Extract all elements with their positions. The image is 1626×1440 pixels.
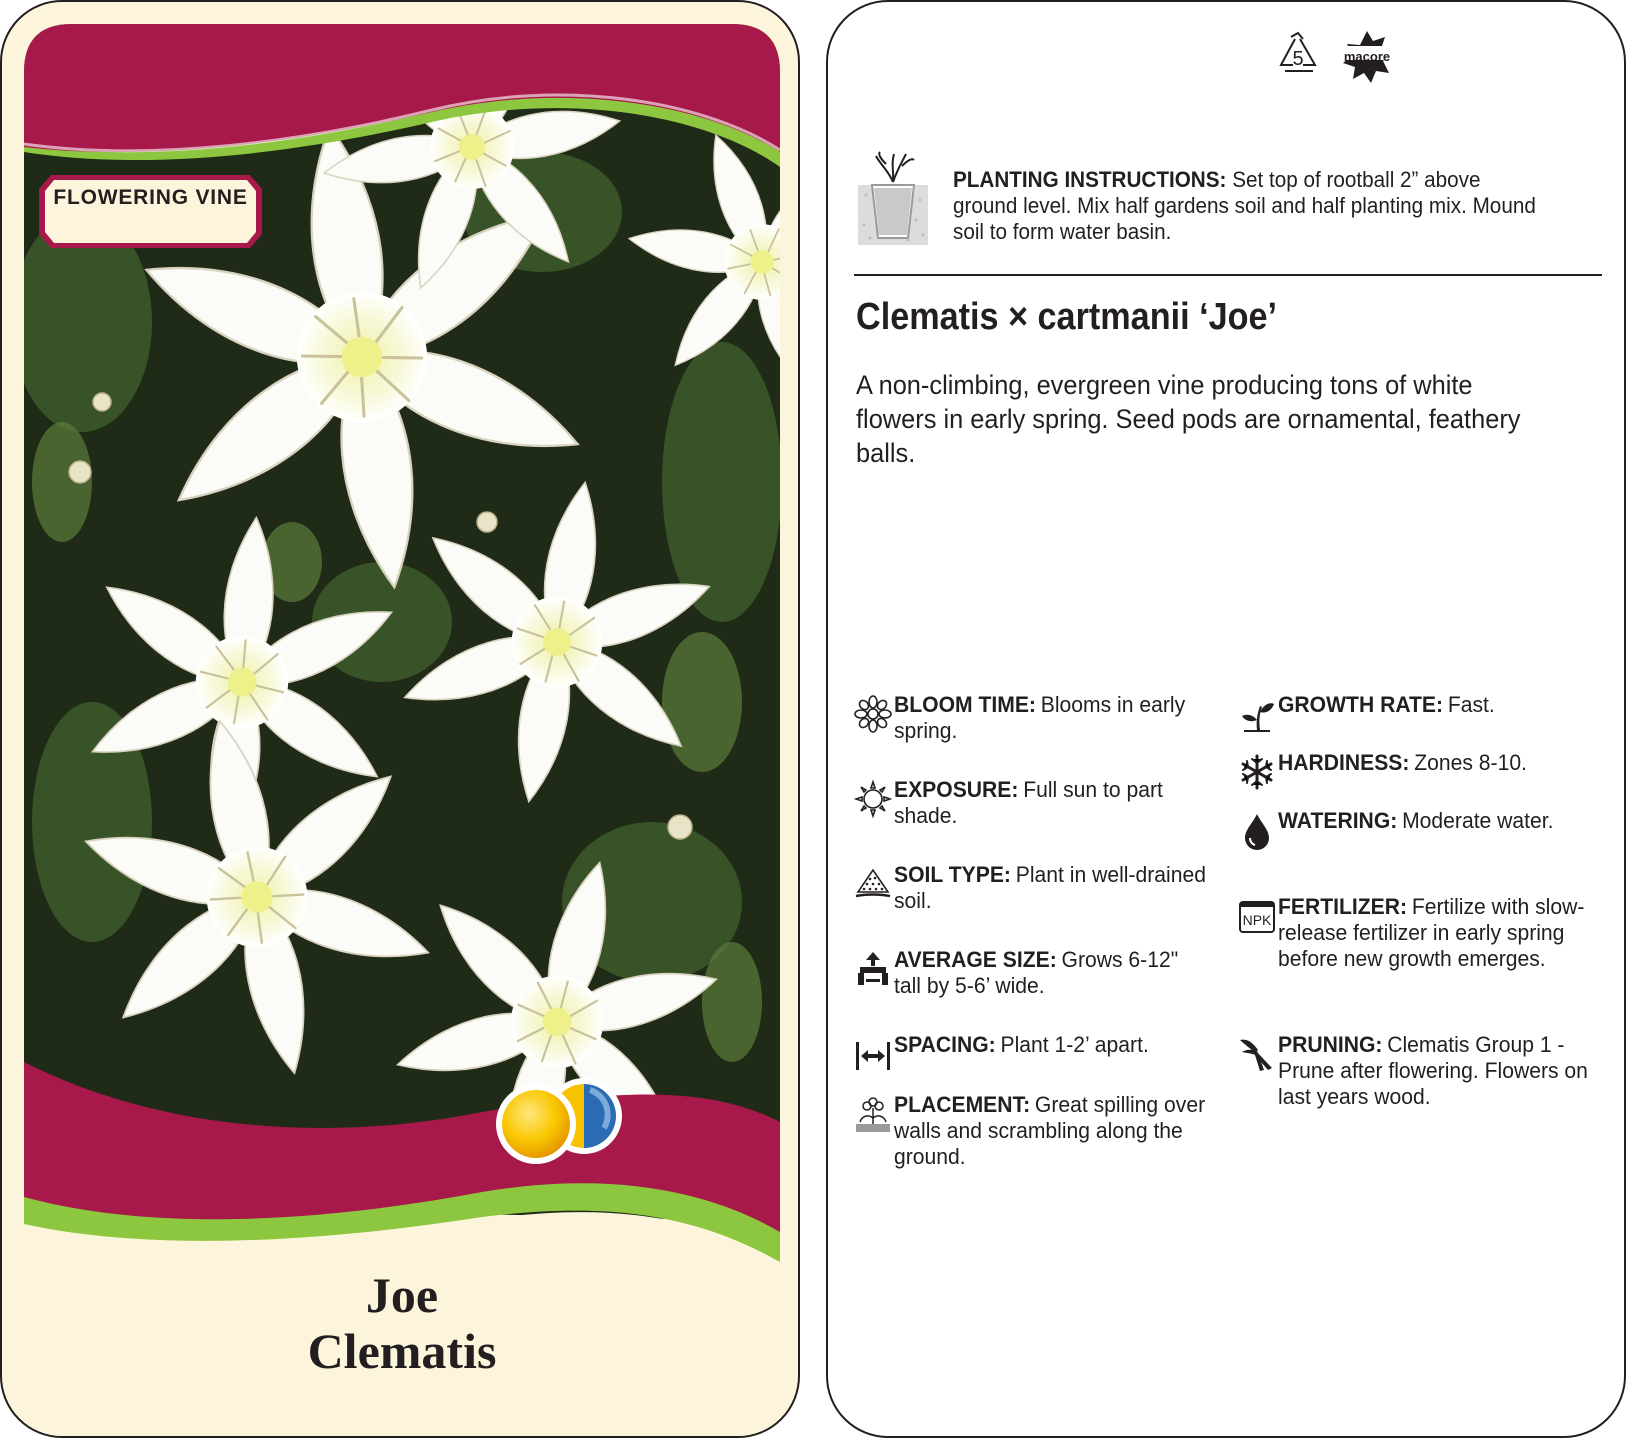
- sprout-icon: [1238, 694, 1276, 734]
- planting-instructions: [953, 167, 1541, 245]
- common-name-line2: Clematis: [307, 1323, 497, 1379]
- npk-icon: [1238, 896, 1276, 936]
- attr-text: Plant in well-drained soil.: [894, 862, 1206, 913]
- pruners-icon: [1238, 1034, 1276, 1074]
- attr-label: GROWTH RATE:: [1278, 692, 1444, 717]
- recycle-number: 5: [1292, 48, 1304, 70]
- attr-text: Blooms in early spring.: [894, 692, 1186, 743]
- attr-label: EXPOSURE:: [894, 777, 1019, 802]
- botanical-name: Clematis × cartmanii ‘Joe’: [856, 296, 1278, 338]
- common-name: [42, 1267, 762, 1379]
- logos: [1273, 27, 1413, 87]
- soil-icon: [854, 864, 892, 904]
- attr-label: PRUNING:: [1278, 1032, 1383, 1057]
- attr-label: FERTILIZER:: [1278, 894, 1408, 919]
- attr-text: Zones 8-10.: [1414, 750, 1527, 775]
- snowflake-icon: [1238, 752, 1276, 792]
- back-label: [826, 0, 1626, 1438]
- front-label: [0, 0, 800, 1438]
- size-icon: [854, 949, 892, 989]
- attr-label: PLACEMENT:: [894, 1092, 1031, 1117]
- attr-label: SOIL TYPE:: [894, 862, 1011, 887]
- sun-icon: [854, 779, 892, 819]
- pot-plant-icon: [858, 150, 928, 245]
- attr-text: Plant 1-2’ apart.: [1000, 1032, 1149, 1057]
- divider: [854, 274, 1602, 276]
- spacing-icon: [854, 1034, 892, 1074]
- attr-label: WATERING:: [1278, 808, 1398, 833]
- flower-icon: [854, 694, 892, 734]
- attr-label: HARDINESS:: [1278, 750, 1410, 775]
- full-sun-icon: [496, 1084, 576, 1164]
- attr-text: Fertilize with slow-release fertilizer in early spring before new growth emerges.: [1278, 894, 1585, 971]
- common-name-line1: Joe: [365, 1267, 439, 1323]
- planting-label: PLANTING INSTRUCTIONS:: [953, 167, 1227, 192]
- water-drop-icon: [1238, 810, 1276, 850]
- category-badge-text: FLOWERING VINE: [53, 186, 248, 209]
- placement-icon: [854, 1094, 892, 1134]
- planting-text: Set top of rootball 2” above ground level. Mix half gardens soil and half planting mix. Mound soil to form water basin.: [953, 167, 1536, 244]
- npk-text: NPK: [1242, 912, 1272, 928]
- plant-description: A non-climbing, evergreen vine producing tons of white flowers in early spring. Seed pods are ornamental, feathery balls.: [856, 370, 1521, 468]
- attr-text: Moderate water.: [1402, 808, 1554, 833]
- attr-text: Grows 6-12" tall by 5-6’ wide.: [894, 947, 1179, 998]
- attr-label: AVERAGE SIZE:: [894, 947, 1057, 972]
- attr-text: Great spilling over walls and scrambling along the ground.: [894, 1092, 1206, 1169]
- attr-label: BLOOM TIME:: [894, 692, 1036, 717]
- category-badge: [39, 175, 262, 248]
- attr-text: Full sun to part shade.: [894, 777, 1163, 828]
- attr-text: Fast.: [1447, 692, 1495, 717]
- attr-text: Clematis Group 1 - Prune after flowering. Flowers on last years wood.: [1278, 1032, 1588, 1109]
- attr-label: SPACING:: [894, 1032, 996, 1057]
- brand-text: macore: [1343, 49, 1391, 64]
- sun-exposure-icons: [492, 1076, 632, 1166]
